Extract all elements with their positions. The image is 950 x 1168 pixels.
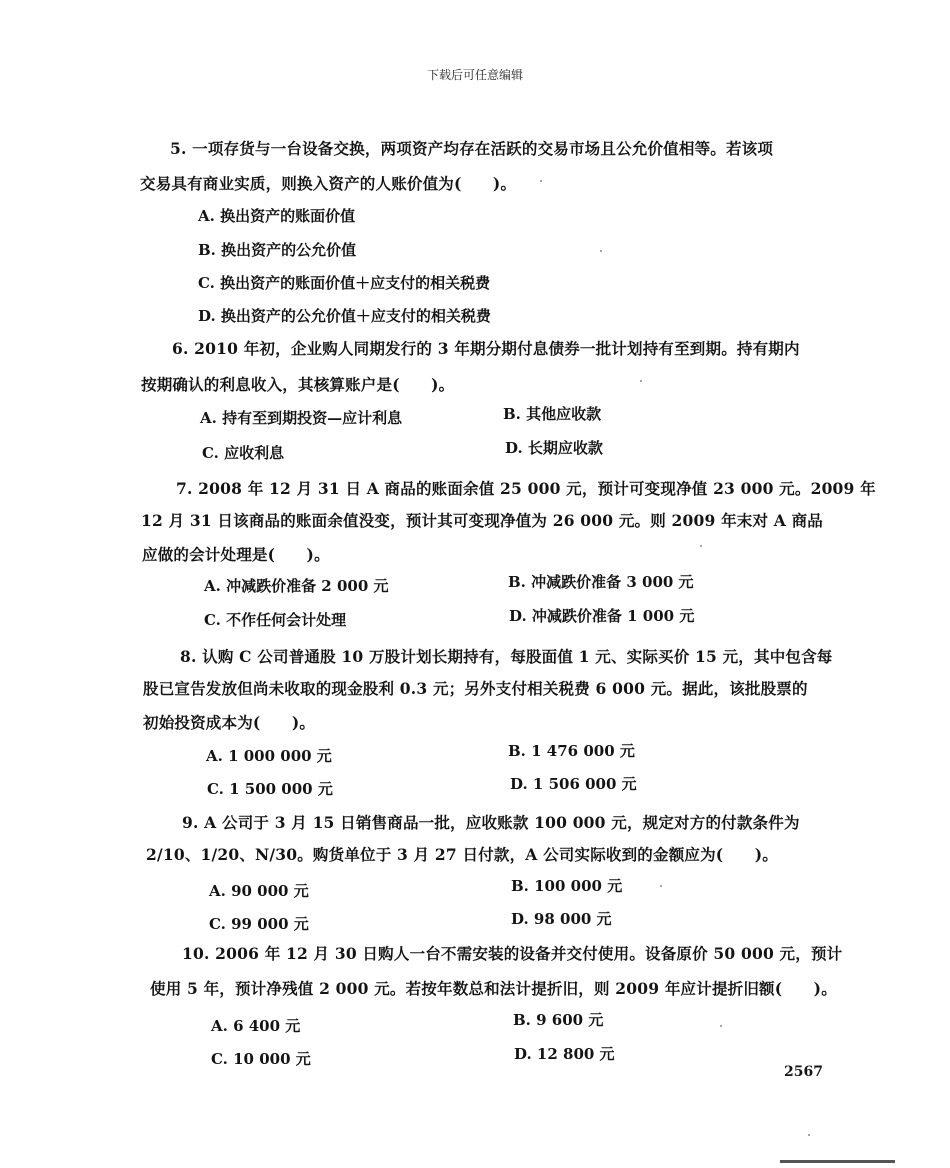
q5-option-b: B. 换出资产的公允价值: [198, 241, 357, 259]
q5-option-a: A. 换出资产的账面价值: [198, 207, 356, 225]
q8-line-1: 8. 认购 C 公司普通股 10 万股计划长期持有，每股面值 1 元、实际买价 15 元，其中包含每: [180, 647, 833, 666]
q6-option-c: C. 应收利息: [202, 444, 285, 462]
q7-line-2: 12 月 31 日该商品的账面余值没变，预计其可变现净值为 26 000 元。则 2009 年末对 A 商品: [141, 511, 823, 530]
q10-option-d: D. 12 800 元: [514, 1045, 615, 1063]
scan-speck: [540, 180, 542, 182]
q5-line-2: 交易具有商业实质，则换入资产的人账价值为( )。: [140, 174, 517, 193]
q6-option-a: A. 持有至到期投资—应计利息: [200, 409, 403, 427]
page-header: 下载后可任意编辑: [426, 68, 523, 82]
q8-line-2: 股已宣告发放但尚未收取的现金股利 0.3 元；另外支付相关税费 6 000 元。据此，该批股票的: [143, 679, 808, 698]
q9-option-b: B. 100 000 元: [511, 877, 623, 895]
q9-option-d: D. 98 000 元: [511, 910, 612, 928]
q9-option-c: C. 99 000 元: [209, 915, 309, 933]
q5-option-c: C. 换出资产的账面价值＋应支付的相关税费: [198, 274, 491, 292]
scan-speck: [640, 380, 642, 382]
q10-line-1: 10. 2006 年 12 月 30 日购人一台不需安装的设备并交付使用。设备原价 50 000 元，预计: [182, 944, 843, 963]
q8-option-a: A. 1 000 000 元: [206, 747, 332, 765]
q6-line-2: 按期确认的利息收入，其核算账户是( )。: [141, 375, 455, 394]
q6-line-1: 6. 2010 年初，企业购人同期发行的 3 年期分期付息债券一批计划持有至到期。持有期内: [172, 339, 800, 358]
q7-option-b: B. 冲减跌价准备 3 000 元: [508, 573, 694, 591]
q9-line-1: 9. A 公司于 3 月 15 日销售商品一批，应收账款 100 000 元，规定对方的付款条件为: [182, 813, 800, 832]
q10-line-2: 使用 5 年，预计净残值 2 000 元。若按年数总和法计提折旧，则 2009 年应计提折旧额( )。: [150, 979, 837, 998]
q8-option-b: B. 1 476 000 元: [508, 742, 635, 760]
scan-speck: [660, 885, 662, 887]
q10-option-c: C. 10 000 元: [211, 1050, 311, 1068]
q5-option-d: D. 换出资产的公允价值＋应支付的相关税费: [198, 307, 491, 325]
q8-line-3: 初始投资成本为( )。: [143, 713, 316, 732]
scan-speck: [700, 545, 702, 547]
scan-speck: [600, 250, 602, 252]
q7-line-1: 7. 2008 年 12 月 31 日 A 商品的账面余值 25 000 元，预计可变现净值 23 000 元。2009 年: [176, 479, 876, 498]
q9-option-a: A. 90 000 元: [209, 882, 309, 900]
q9-line-2: 2/10、1/20、N/30。购货单位于 3 月 27 日付款，A 公司实际收到的金额应为( )。: [146, 845, 778, 864]
q10-option-b: B. 9 600 元: [513, 1011, 604, 1029]
q6-option-d: D. 长期应收款: [505, 439, 603, 457]
scan-speck: [808, 1134, 810, 1136]
q5-line-1: 5. 一项存货与一台设备交换，两项资产均存在活跃的交易市场且公允价值相等。若该项: [170, 139, 774, 158]
q7-option-d: D. 冲减跌价准备 1 000 元: [509, 607, 695, 625]
q7-option-a: A. 冲减跌价准备 2 000 元: [204, 577, 389, 595]
page-number: 2567: [784, 1064, 823, 1080]
q8-option-c: C. 1 500 000 元: [207, 780, 333, 798]
q7-line-3: 应做的会计处理是( )。: [142, 545, 330, 564]
q6-option-b: B. 其他应收款: [503, 405, 602, 423]
q7-option-c: C. 不作任何会计处理: [204, 611, 347, 629]
scan-speck: [720, 1025, 722, 1027]
q8-option-d: D. 1 506 000 元: [510, 775, 637, 793]
scan-artifact-line: [780, 1160, 895, 1163]
q10-option-a: A. 6 400 元: [211, 1017, 301, 1035]
